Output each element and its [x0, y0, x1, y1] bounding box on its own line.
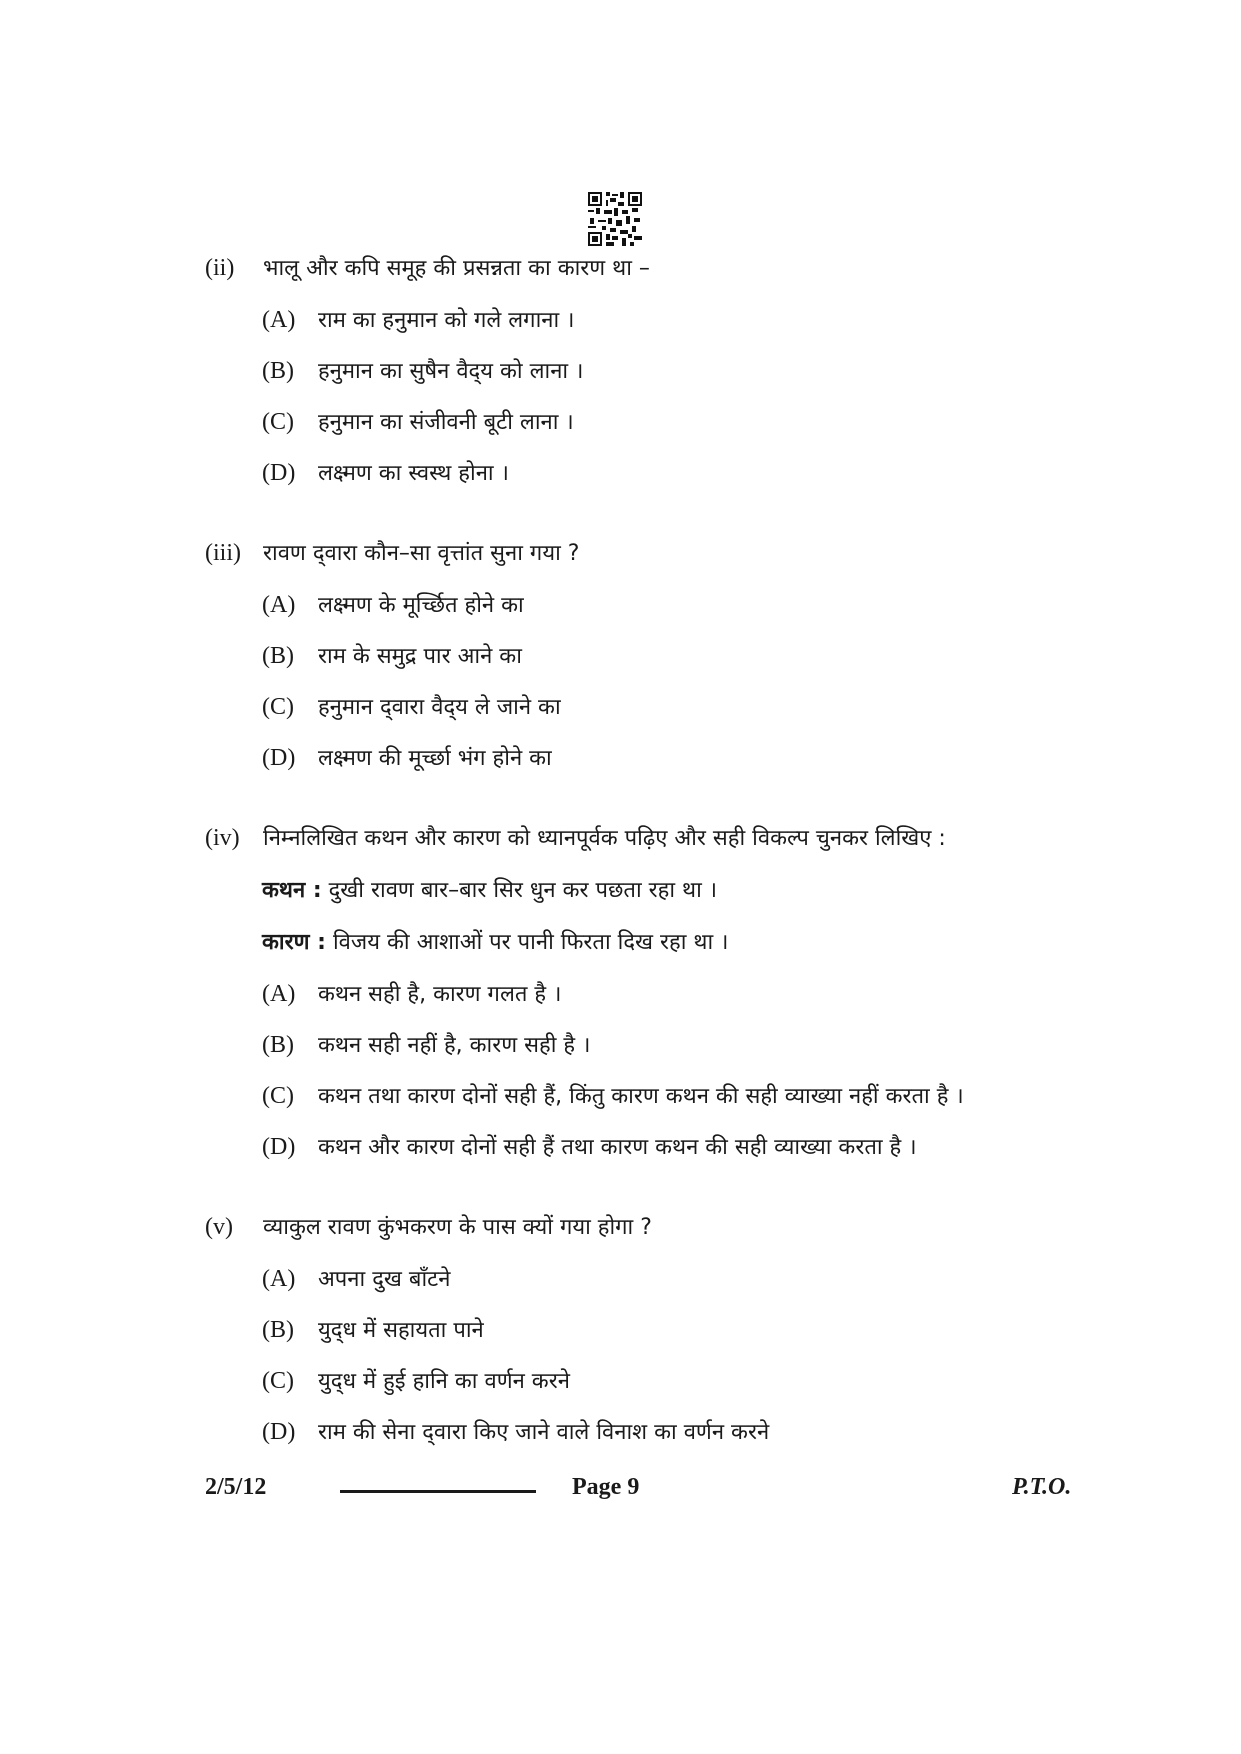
footer-rule	[340, 1490, 536, 1493]
option-d	[262, 457, 509, 487]
question-number: (v)	[205, 1214, 233, 1240]
option-text: लक्ष्मण की मूर्च्छा भंग होने का	[318, 746, 552, 771]
option-text: राम का हनुमान को गले लगाना ।	[318, 308, 575, 333]
option-label: (D)	[262, 745, 296, 771]
option-c	[262, 406, 574, 436]
option-text: हनुमान का संजीवनी बूटी लाना ।	[318, 410, 574, 435]
option-label: (A)	[262, 307, 296, 333]
option-a	[262, 1263, 450, 1293]
option-label: (D)	[262, 1134, 296, 1160]
option-b	[262, 1314, 484, 1344]
option-text: युद्‌ध में सहायता पाने	[318, 1318, 484, 1343]
assertion	[262, 874, 717, 904]
option-text: लक्ष्मण का स्वस्थ होना ।	[318, 461, 509, 486]
option-b	[262, 640, 522, 670]
option-text: युद्‌ध में हुई हानि का वर्णन करने	[318, 1369, 570, 1394]
option-label: (D)	[262, 1419, 296, 1445]
option-label: (B)	[262, 643, 294, 669]
pto-label: P.T.O.	[1012, 1474, 1072, 1500]
option-text: कथन तथा कारण दोनों सही हैं, किंतु कारण कथन की सही व्याख्या नहीं करता है ।	[318, 1084, 964, 1109]
assertion-label: कथन :	[262, 878, 322, 903]
option-label: (C)	[262, 1368, 294, 1394]
option-label: (B)	[262, 358, 294, 384]
question-text: भालू और कपि समूह की प्रसन्नता का कारण था –	[263, 256, 650, 281]
assertion-text: दुखी रावण बार–बार सिर धुन कर पछता रहा था ।	[328, 878, 718, 903]
question-v	[205, 1211, 652, 1241]
option-text: राम की सेना द्‌वारा किए जाने वाले विनाश का वर्णन करने	[318, 1420, 770, 1445]
option-text: हनुमान द्‌वारा वैद्‌य ले जाने का	[318, 695, 561, 720]
option-text: अपना दुख बाँटने	[318, 1267, 451, 1292]
option-label: (A)	[262, 1266, 296, 1292]
option-text: लक्ष्मण के मूर्च्छित होने का	[318, 593, 524, 618]
qr-code	[588, 192, 642, 246]
question-number: (ii)	[205, 255, 235, 281]
option-d	[262, 1416, 769, 1446]
option-label: (D)	[262, 460, 296, 486]
question-text: व्याकुल रावण कुंभकरण के पास क्यों गया होगा ?	[263, 1215, 652, 1240]
option-label: (C)	[262, 409, 294, 435]
reason	[262, 926, 728, 956]
option-a	[262, 304, 575, 334]
option-c	[262, 691, 561, 721]
page-number: Page 9	[572, 1474, 640, 1500]
option-label: (A)	[262, 981, 296, 1007]
option-label: (A)	[262, 592, 296, 618]
question-text: निम्नलिखित कथन और कारण को ध्यानपूर्वक पढ़िए और सही विकल्प चुनकर लिखिए :	[263, 826, 946, 851]
option-label: (B)	[262, 1317, 294, 1343]
option-b	[262, 1029, 590, 1059]
paper-code: 2/5/12	[205, 1474, 267, 1500]
option-a	[262, 589, 524, 619]
question-number: (iii)	[205, 540, 241, 566]
option-c	[262, 1080, 964, 1110]
option-label: (C)	[262, 1083, 294, 1109]
option-a	[262, 978, 561, 1008]
option-text: राम के समुद्र पार आने का	[318, 644, 522, 669]
question-number: (iv)	[205, 825, 240, 851]
option-label: (B)	[262, 1032, 294, 1058]
option-c	[262, 1365, 570, 1395]
option-label: (C)	[262, 694, 294, 720]
option-text: हनुमान का सुषैन वैद्‌य को लाना ।	[318, 359, 584, 384]
option-b	[262, 355, 583, 385]
option-d	[262, 742, 552, 772]
reason-text: विजय की आशाओं पर पानी फिरता दिख रहा था ।	[332, 930, 729, 955]
question-iv	[205, 822, 946, 852]
option-text: कथन सही नहीं है, कारण सही है ।	[318, 1033, 591, 1058]
option-text: कथन सही है, कारण गलत है ।	[318, 982, 562, 1007]
option-text: कथन और कारण दोनों सही हैं तथा कारण कथन की सही व्याख्या करता है ।	[318, 1135, 917, 1160]
question-iii	[205, 537, 579, 567]
reason-label: कारण :	[262, 930, 326, 955]
question-ii	[205, 252, 650, 282]
question-text: रावण द्‌वारा कौन–सा वृत्तांत सुना गया ?	[263, 541, 580, 566]
option-d	[262, 1131, 917, 1161]
